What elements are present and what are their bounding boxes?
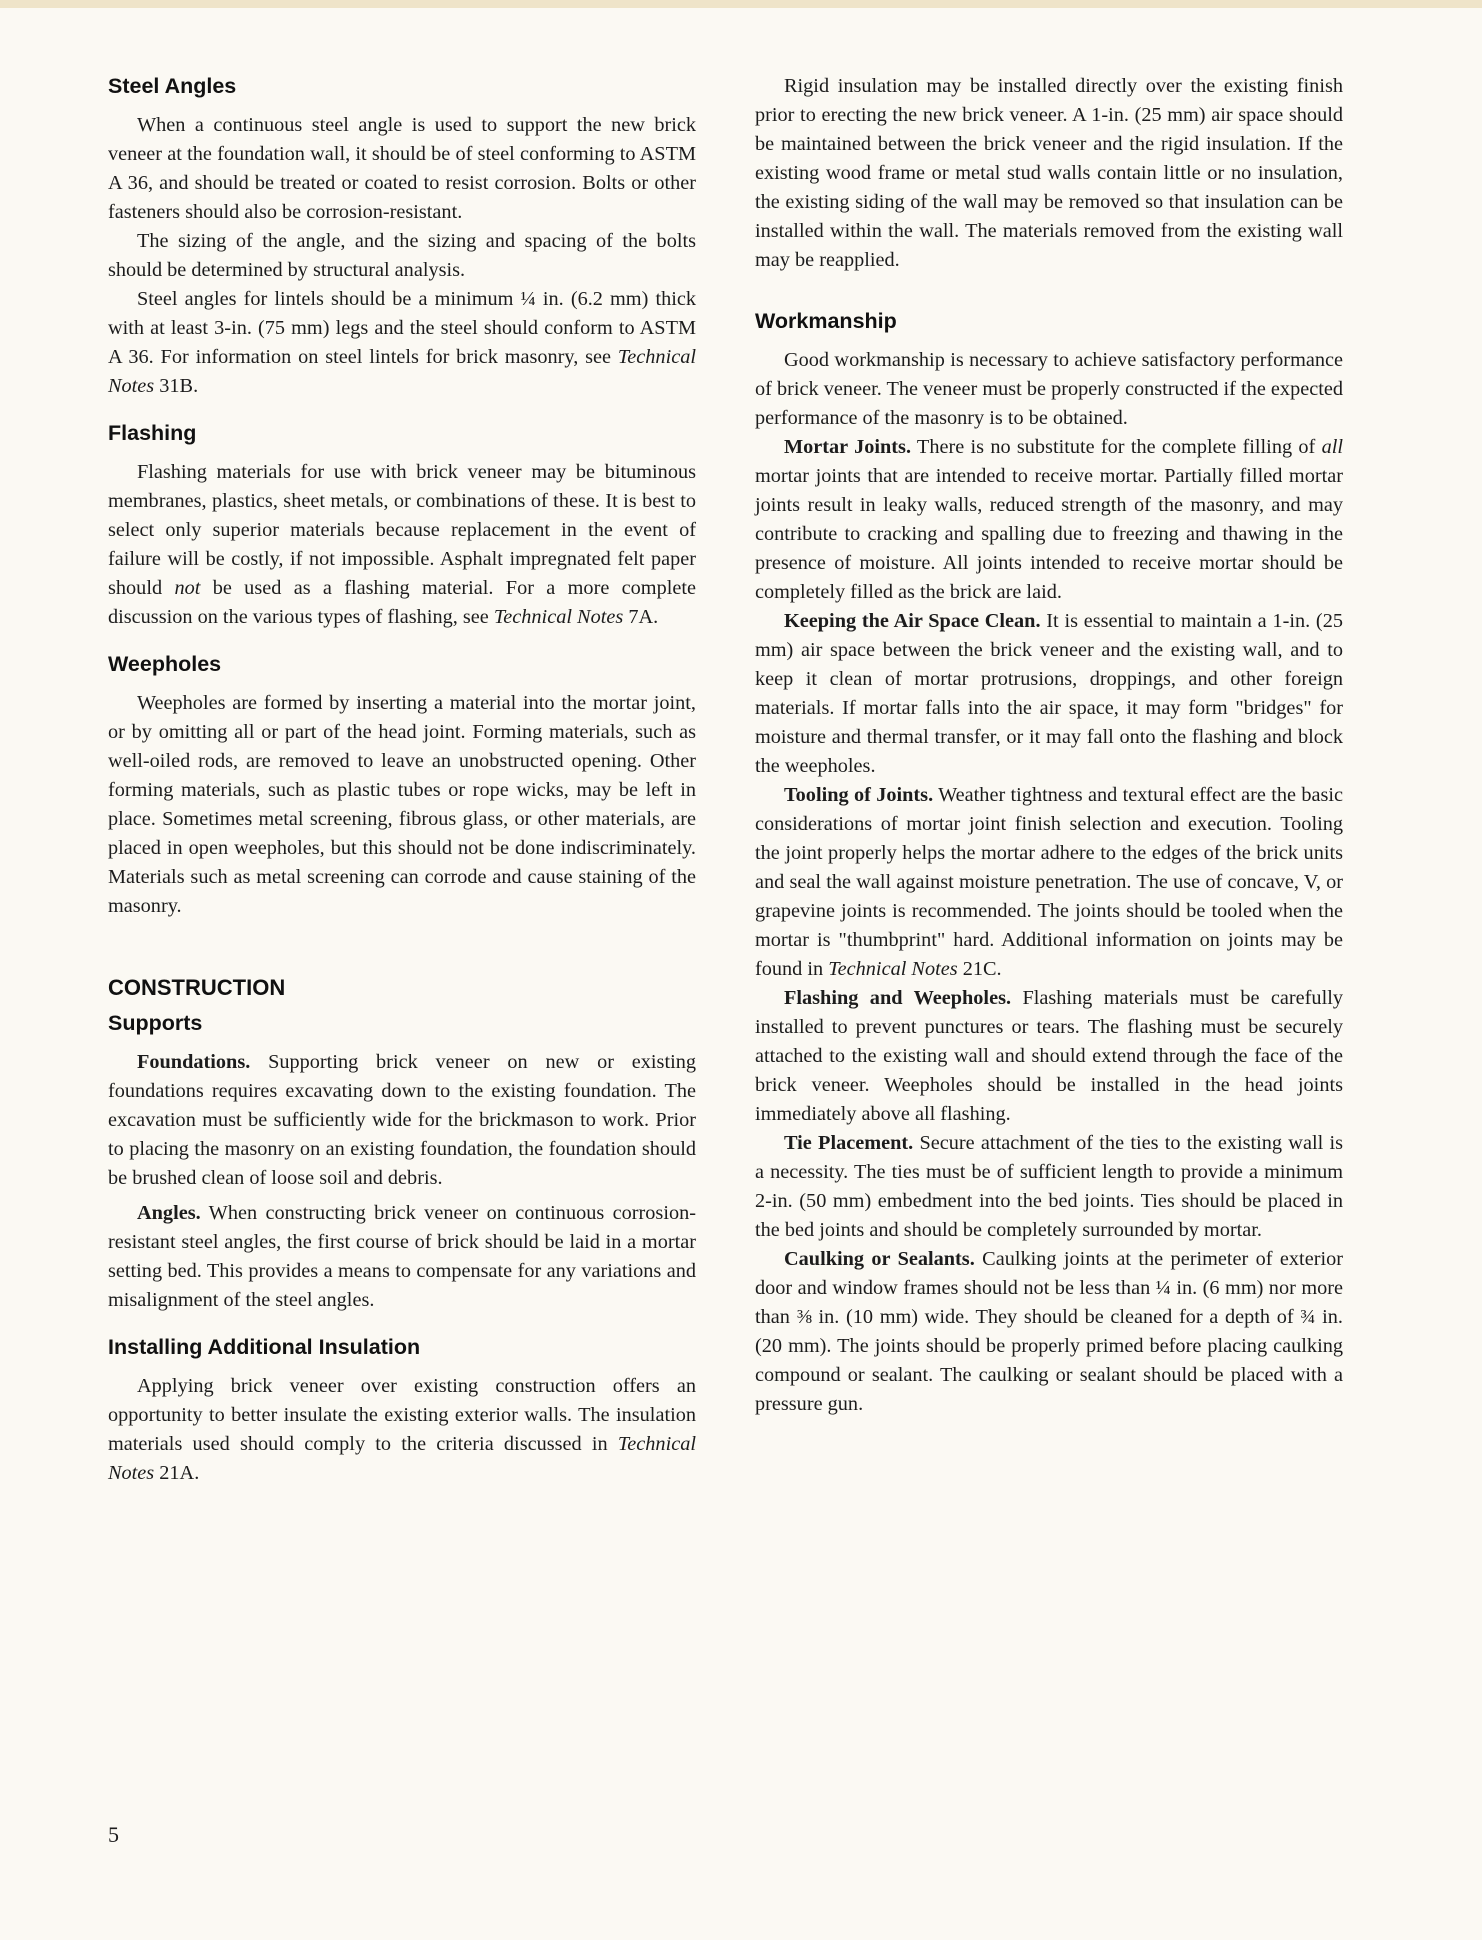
heading-workmanship: Workmanship	[755, 309, 897, 333]
heading-flashing: Flashing	[108, 421, 197, 445]
heading-steel-angles: Steel Angles	[108, 74, 237, 98]
paragraph: Angles. When constructing brick veneer on continuous corrosion-resistant steel angles, the first course of brick should be laid in a mortar setting bed. This provides a means to compensate for any variations and misalignment of the steel angles.	[108, 1202, 696, 1311]
paragraph: Foundations. Supporting brick veneer on new or existing foundations requires excavating down to the existing foundation. The excavation must be sufficiently wide for the brickmason to work. Prior to placing the masonry on an existing foundation, the foundation should be brushed clean of loose soil and debris.	[108, 1051, 696, 1189]
paragraph: Flashing materials for use with brick veneer may be bituminous membranes, plastics, sheet metals, or combinations of these. It is best to select only superior materials because replacement in the event of failure will be costly, if not impossible. Asphalt impregnated felt paper should not be used as a flashing material. For a more complete discussion on the various types of flashing, see Technical Notes 7A.	[108, 461, 696, 628]
heading-installing-insulation: Installing Additional Insulation	[108, 1335, 421, 1359]
paragraph: Flashing and Weepholes. Flashing materials must be carefully installed to prevent punctures or tears. The flashing must be securely attached to the existing wall and should extend through the face of the brick veneer. Weepholes should be installed in the head joints immediately above all flashing.	[755, 987, 1343, 1125]
paragraph: When a continuous steel angle is used to support the new brick veneer at the foundation wall, it should be of steel conforming to ASTM A 36, and should be treated or coated to resist corrosion. Bolts or other fasteners should also be corrosion-resistant.	[108, 114, 696, 223]
heading-supports: Supports	[108, 1011, 203, 1035]
reference: Technical Notes	[493, 606, 624, 628]
page-edge	[0, 0, 1482, 8]
paragraph: Good workmanship is necessary to achieve satisfactory performance of brick veneer. The veneer must be properly constructed if the expected performance of the masonry is to be obtained.	[755, 349, 1343, 429]
paragraph: Mortar Joints. There is no substitute for the complete filling of all mortar joints that are intended to receive mortar. Partially filled mortar joints result in leaky walls, reduced strength of the masonry, and may contribute to cracking and spalling due to freezing and thawing in the presence of moisture. All joints intended to receive mortar should be completely filled as the brick are laid.	[755, 436, 1343, 603]
paragraph: Keeping the Air Space Clean. It is essential to maintain a 1-in. (25 mm) air space between the brick veneer and the existing wall, and to keep it clean of mortar protrusions, droppings, and other foreign materials. If mortar falls into the air space, it may form "bridges" for moisture and thermal transfer, or it may fall onto the flashing and block the weepholes.	[755, 610, 1343, 777]
heading-construction: CONSTRUCTION	[108, 975, 286, 1000]
paragraph: Rigid insulation may be installed directly over the existing finish prior to erecting the new brick veneer. A 1-in. (25 mm) air space should be maintained between the brick veneer and the rigid insulation. If the existing wood frame or metal stud walls contain little or no insulation, the existing siding of the wall may be removed so that insulation can be installed within the wall. The materials removed from the existing wall may be reapplied.	[755, 75, 1343, 271]
heading-weepholes: Weepholes	[108, 652, 222, 676]
paragraph: Steel angles for lintels should be a minimum ¼ in. (6.2 mm) thick with at least 3-in. (75 mm) legs and the steel should conform to ASTM A 36. For information on steel lintels for brick masonry, see Technical Notes 31B.	[108, 288, 696, 397]
reference: Technical Notes	[108, 346, 696, 397]
right-column	[755, 72, 1343, 1419]
reference: Technical Notes	[828, 958, 958, 980]
paragraph: Applying brick veneer over existing construction offers an opportunity to better insulate the existing exterior walls. The insulation materials used should comply to the criteria discussed in Technical Notes 21A.	[108, 1375, 696, 1484]
paragraph: Tie Placement. Secure attachment of the ties to the existing wall is a necessity. The ties must be of sufficient length to provide a minimum 2-in. (50 mm) embedment into the bed joints. Ties should be placed in the bed joints and should be completely surrounded by mortar.	[755, 1132, 1343, 1241]
reference: Technical Notes	[108, 1433, 696, 1484]
left-column	[108, 74, 696, 1488]
paragraph: Tooling of Joints. Weather tightness and textural effect are the basic considerations of mortar joint finish selection and execution. Tooling the joint properly helps the mortar adhere to the edges of the brick units and seal the wall against moisture penetration. The use of concave, V, or grapevine joints is recommended. The joints should be tooled when the mortar is "thumbprint" hard. Additional information on joints may be found in Technical Notes 21C.	[755, 784, 1343, 980]
paragraph: Caulking or Sealants. Caulking joints at the perimeter of exterior door and window frames should not be less than ¼ in. (6 mm) nor more than ⅜ in. (10 mm) wide. They should be cleaned for a depth of ¾ in. (20 mm). The joints should be properly primed before placing caulking compound or sealant. The caulking or sealant should be placed with a pressure gun.	[755, 1248, 1343, 1415]
paragraph: Weepholes are formed by inserting a material into the mortar joint, or by omitting all or part of the head joint. Forming materials, such as well-oiled rods, are removed to leave an unobstructed opening. Other forming materials, such as plastic tubes or rope wicks, may be left in place. Sometimes metal screening, fibrous glass, or other materials, are placed in open weepholes, but this should not be done indiscriminately. Materials such as metal screening can corrode and cause staining of the masonry.	[108, 692, 696, 917]
paragraph: The sizing of the angle, and the sizing and spacing of the bolts should be determined by structural analysis.	[108, 230, 696, 281]
page-number: 5	[108, 1822, 119, 1847]
